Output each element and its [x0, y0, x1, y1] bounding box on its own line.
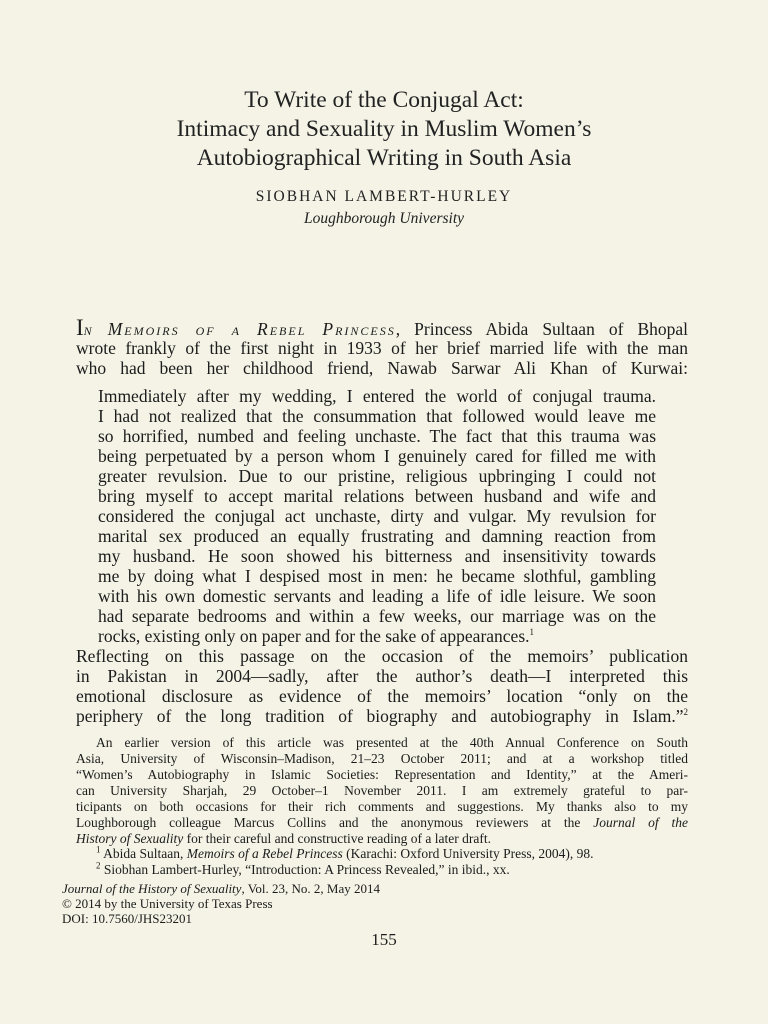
ack-line: [76, 815, 688, 831]
quote-line: me by doing what I despised most in men: he became slothful, gambling: [98, 566, 656, 586]
author-affiliation: Loughborough University: [303, 210, 465, 227]
footnote-text: Siobhan Lambert-Hurley, “Introduction: A Princess Revealed,” in ibid., xx.: [100, 862, 510, 877]
quote-line: bring myself to accept marital relations between husband and wife and: [98, 486, 656, 506]
ack-line: ticipants on both occasions for their rich comments and suggestions. My thanks also to my: [76, 799, 688, 814]
footnote-book-title: Memoirs of a Rebel Princess: [186, 846, 343, 861]
quote-line: greater revulsion. Due to our pristine, religious upbringing I could not: [98, 466, 656, 486]
drop-cap: I: [76, 315, 84, 340]
quote-line: I had not realized that the consummation that followed would leave me: [98, 406, 656, 426]
title-line: Autobiographical Writing in South Asia: [196, 145, 572, 171]
drop-cap-rest: n: [83, 319, 94, 339]
footnote-mark: 1: [96, 844, 101, 855]
reflection-line: emotional disclosure as evidence of the memoirs’ location “only on the: [76, 686, 688, 706]
ack-line: “Women’s Autobiography in Islamic Societies: Representation and Identity,” at the Ameri-: [76, 767, 688, 782]
title-line: To Write of the Conjugal Act:: [244, 87, 524, 113]
reflection-line: Reflecting on this passage on the occasion of the memoirs’ publication: [76, 646, 688, 666]
article-title: [60, 86, 708, 173]
quote-line: so horrified, numbed and feeling unchaste. The fact that this trauma was: [98, 426, 656, 446]
copyright-line: © 2014 by the University of Texas Press: [62, 896, 273, 911]
journal-citation: [62, 881, 380, 896]
journal-name-italic: Journal of the: [593, 815, 688, 830]
opening-line: [76, 315, 688, 340]
page-number: 155: [371, 930, 397, 949]
reflection-last-text: periphery of the long tradition of biography and autobiography in Islam.”: [76, 706, 684, 726]
opening-line: who had been her childhood friend, Nawab Sarwar Ali Khan of Kurwai:: [76, 358, 688, 378]
footnote-ref: 2: [683, 707, 688, 718]
quote-line: my husband. He soon showed his bitterness and insensitivity towards: [98, 546, 656, 566]
footnote-text: Abida Sultaan,: [100, 846, 187, 861]
book-title: Memoirs of a Rebel Princess: [107, 319, 396, 339]
doi-line: DOI: 10.7560/JHS23201: [62, 911, 193, 926]
footnote: [96, 846, 688, 862]
opening-line: wrote frankly of the first night in 1933 of her brief married life with the man: [76, 338, 688, 358]
ack-line-text: Loughborough colleague Marcus Collins and the anonymous reviewers at the: [76, 815, 581, 830]
reflection-line: in Pakistan in 2004—sadly, after the author’s death—I interpreted this: [76, 666, 688, 686]
reflection-line: [76, 706, 688, 726]
footnote-ref: 1: [529, 627, 535, 638]
volume-issue: , Vol. 23, No. 2, May 2014: [241, 881, 381, 896]
quote-line: considered the conjugal act unchaste, dirty and vulgar. My revulsion for: [98, 506, 656, 526]
quote-last-text: rocks, existing only on paper and for the sake of appearances.: [98, 626, 530, 646]
ack-line: An earlier version of this article was presented at the 40th Annual Conference on South: [96, 735, 688, 750]
opening-text: , Princess Abida Sultaan of Bhopal: [395, 319, 688, 339]
ack-line: can University Sharjah, 29 October–1 November 2011. I am extremely grateful to par-: [76, 783, 688, 798]
journal-name: Journal of the History of Sexuality: [62, 881, 242, 896]
journal-name-italic: History of Sexuality: [76, 831, 184, 846]
footnote-mark: 2: [96, 860, 101, 871]
quote-line: had separate bedrooms and within a few weeks, our marriage was on the: [98, 606, 656, 626]
quote-line: marital sex produced an equally frustrating and damning reaction from: [98, 526, 656, 546]
footnote-text: (Karachi: Oxford University Press, 2004), 98.: [342, 846, 594, 861]
ack-line: [76, 831, 688, 847]
quote-line: [98, 626, 656, 646]
footnote: [96, 862, 688, 878]
quote-line: with his own domestic servants and leading a life of idle leisure. We soon: [98, 586, 656, 606]
ack-line-text: for their careful and constructive reading of a later draft.: [183, 831, 491, 846]
author-name: SIOBHAN LAMBERT-HURLEY: [255, 188, 513, 205]
ack-line: Asia, University of Wisconsin–Madison, 21–23 October 2011; and at a workshop titled: [76, 751, 688, 766]
title-line: Intimacy and Sexuality in Muslim Women’s: [176, 116, 592, 142]
quote-line: being perpetuated by a person whom I genuinely cared for filled me with: [98, 446, 656, 466]
quote-line: Immediately after my wedding, I entered the world of conjugal trauma.: [98, 386, 656, 406]
